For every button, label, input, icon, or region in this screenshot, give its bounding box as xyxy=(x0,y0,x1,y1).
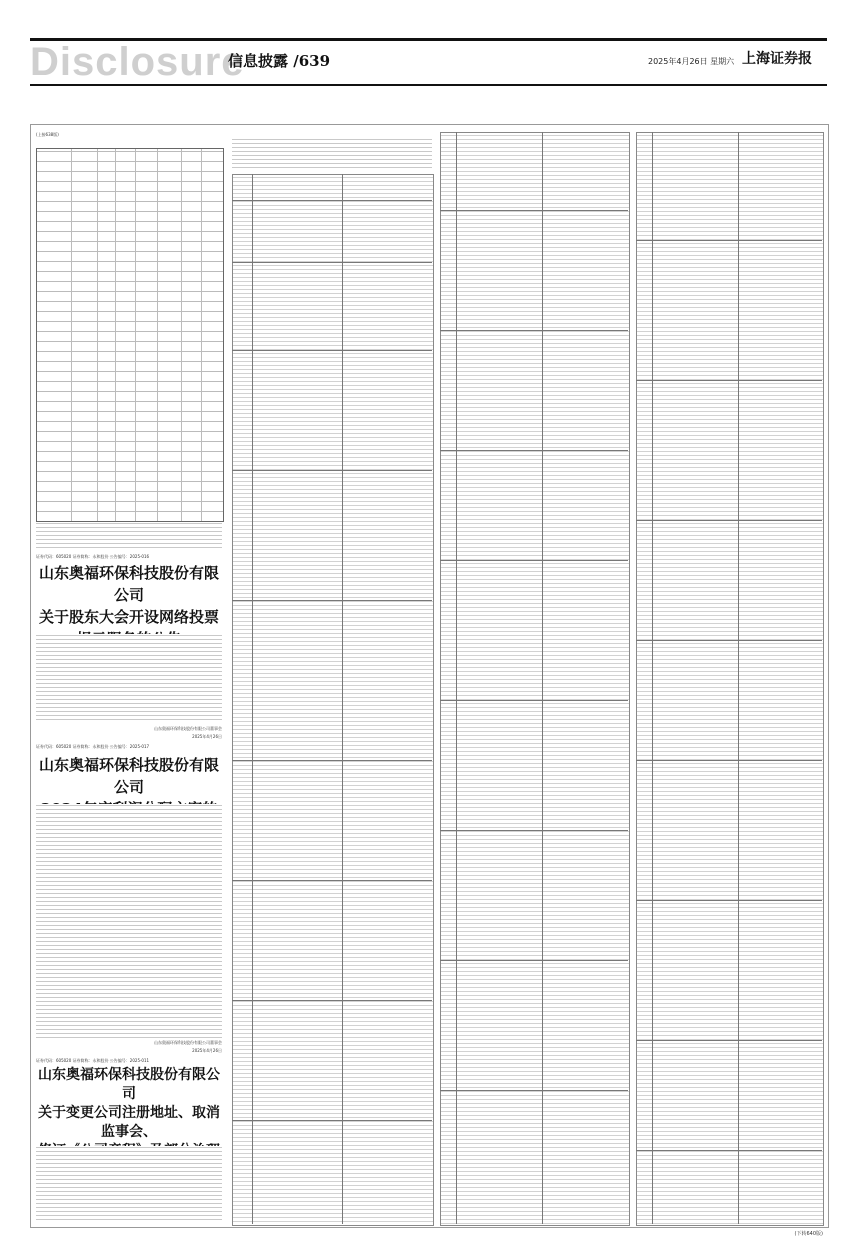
t3-row xyxy=(636,380,822,381)
notice2-sign: 山东奥福环保科技股份有限公司董事会 xyxy=(154,1040,222,1045)
table2-col-sep-1 xyxy=(456,132,457,1224)
t1-row xyxy=(232,760,432,761)
continued-tag: (上接638版) xyxy=(36,132,59,137)
t1-row xyxy=(232,600,432,601)
t2-row xyxy=(440,1090,628,1091)
table2-col-sep-2 xyxy=(542,132,543,1224)
notice2-date: 2025年4月26日 xyxy=(192,1048,222,1053)
notice2-title: 山东奥福环保科技股份有限公司 xyxy=(38,756,219,796)
notice3-title: 山东奥福环保科技股份有限公司 关于变更公司注册地址、取消监事会、 xyxy=(38,1067,220,1140)
t3-row xyxy=(636,760,822,761)
notice2-body xyxy=(36,804,222,1038)
issue-date: 2025年4月26日 星期六 xyxy=(648,57,735,66)
mid-intro-text xyxy=(232,138,432,170)
t1-row xyxy=(232,1000,432,1001)
newspaper-name: 上海证券报 xyxy=(742,51,812,67)
t2-row xyxy=(440,830,628,831)
t2-row xyxy=(440,560,628,561)
table3-col-sep-1 xyxy=(652,132,653,1224)
header-rule-bottom xyxy=(30,84,827,86)
t3-row xyxy=(636,640,822,641)
t2-row xyxy=(440,450,628,451)
notice3-body xyxy=(36,1146,222,1222)
t1-row xyxy=(232,470,432,471)
continued-footer: (下转640版) xyxy=(794,1231,823,1237)
page-header xyxy=(0,0,857,120)
notice1-sign: 山东奥福环保科技股份有限公司董事会 xyxy=(154,726,222,731)
t3-row xyxy=(636,520,822,521)
table1-col-sep-1 xyxy=(252,174,253,1224)
table3-col-sep-2 xyxy=(738,132,739,1224)
t2-row xyxy=(440,330,628,331)
t1-row xyxy=(232,200,432,201)
notice1-title: 山东奥福环保科技股份有限公司 关于股东大会开设网络投票 xyxy=(38,564,219,626)
t3-row xyxy=(636,1150,822,1151)
bond-info-table xyxy=(36,148,224,522)
notice1-date: 2025年4月26日 xyxy=(192,734,222,739)
t1-row xyxy=(232,262,432,263)
articles-compare-table-1 xyxy=(232,174,434,1226)
articles-compare-table-2 xyxy=(440,132,630,1226)
notice3-codes: 证券代码：605020 证券简称：永和股份 公告编号：2025-011 xyxy=(36,1058,150,1063)
t3-row xyxy=(636,1040,822,1041)
section-title: 信息披露 /639 xyxy=(228,52,331,70)
t1-row xyxy=(232,350,432,351)
notice1-body xyxy=(36,634,222,720)
t1-row xyxy=(232,1120,432,1121)
t1-row xyxy=(232,880,432,881)
table1-col-sep-2 xyxy=(342,174,343,1224)
t3-row xyxy=(636,900,822,901)
notice2-codes: 证券代码：605020 证券简称：永和股份 公告编号：2025-017 xyxy=(36,744,150,749)
t2-row xyxy=(440,210,628,211)
notice1-codes: 证券代码：605020 证券简称：永和股份 公告编号：2025-016 xyxy=(36,554,150,559)
disclosure-logo: Disclosure xyxy=(30,40,245,84)
t2-row xyxy=(440,700,628,701)
articles-compare-table-3 xyxy=(636,132,824,1226)
table-notes xyxy=(36,522,222,550)
t2-row xyxy=(440,960,628,961)
t3-row xyxy=(636,240,822,241)
